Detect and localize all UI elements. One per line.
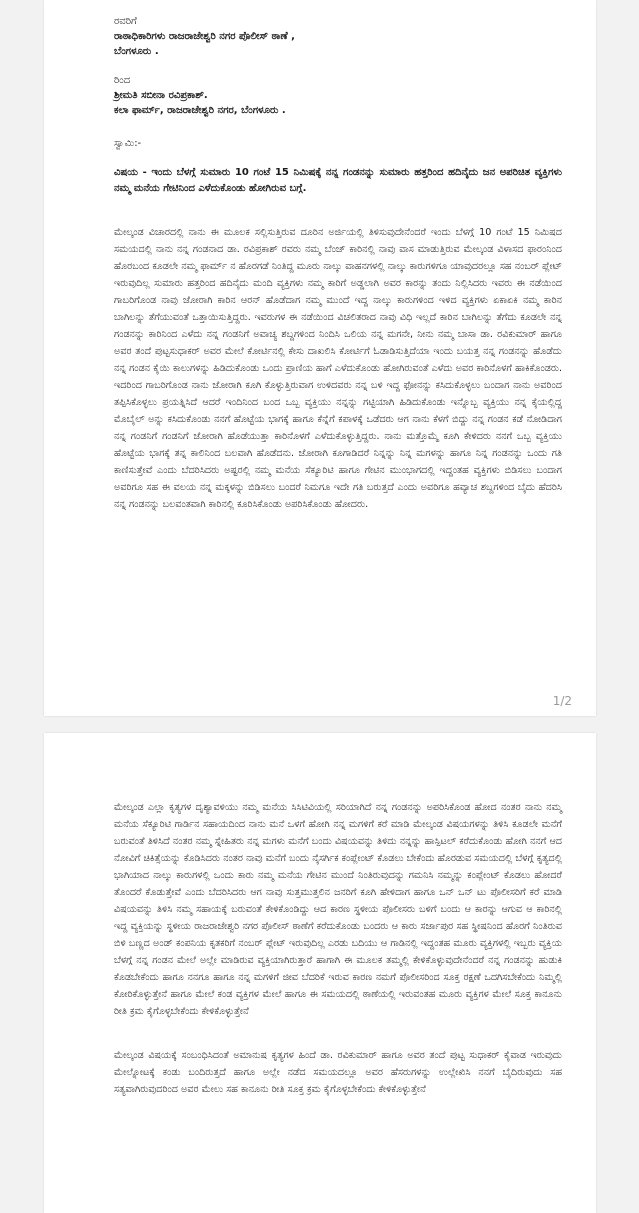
recipient-city: ಬೆಂಗಳೂರು . [114,46,159,57]
letter-subject: ವಿಷಯ - ಇಂದು ಬೆಳಗ್ಗೆ ಸುಮಾರು 10 ಗಂಟೆ 15 ನಿಮಿಷಕ್ಕೆ ನನ್ನ ಗಂಡನನ್ನು ಸುಮಾರು ಹತ್ತರಿಂದ ಹದಿನೈದು ಜನ ಅಪರಿಚಿತ ವ್ಯಕ್ತಿಗಳು ನಮ್ಮ ಮನೆಯ ಗೇಟಿನಿಂದ ಎಳೆದುಕೊಂಡು ಹೋಗಿರುವ ಬಗ್ಗೆ. [114,167,562,194]
sender-address: ಕಲಾ ಫಾರ್ಮ್, ರಾಜರಾಜೇಶ್ವರಿ ನಗರ, ಬೆಂಗಳೂರು . [114,105,286,116]
sender-label: ರಿಂದ [114,75,131,86]
page-number: 1/2 [552,694,572,708]
sender-name: ಶ್ರೀಮತಿ ಸಬೀನಾ ರವಿಪ್ರಕಾಶ್. [114,90,208,101]
salutation: ಸ್ವಾಮಿ:- [114,138,142,149]
recipient-label: ರವರಿಗೆ [114,16,137,27]
document-page-2 [44,733,596,1213]
recipient-name: ರಾಠಾಧಿಕಾರಿಗಳು ರಾಜರಾಜೇಶ್ವರಿ ನಗರ ಪೊಲೀಸ್ ಠಾಣೆ , [114,31,295,42]
letter-body: ಮೇಲ್ಕಂಡ ವಿಚಾರದಲ್ಲಿ ನಾನು ಈ ಮೂಲಕ ಸಲ್ಲಿಸುತ್ತಿರುವ ದೂರಿನ ಅರ್ಜಿಯಲ್ಲಿ ತಿಳಿಸುವುದೇನೆಂದರೆ ಇಂದು ಬೆಳಗ್ಗೆ 10 ಗಂಟೆ 15 ನಿಮಿಷದ ಸಮಯದಲ್ಲಿ ನಾನು ನನ್ನ ಗಂಡನಾದ ಡಾ. ರವಿಪ್ರಕಾಶ್ ರವರು ನಮ್ಮ ಬೆಂಜ್ ಕಾರಿನಲ್ಲಿ ನಾವು ವಾಸ ಮಾಡುತ್ತಿರುವ ಮೇಲ್ಕಂಡ ವಿಳಾಸದ ಫಾರಂನಿಂದ ಹೊರಬಂದ ಕೂಡಲೇ ನಮ್ಮ ಫಾರ್ಮ್ ನ ಹೊರಗಡೆ ನಿಂತಿದ್ದ ಮೂರು ನಾಲ್ಕು ವಾಹನಗಳಲ್ಲಿ ನಾಲ್ಕು ಕಾರುಗಳಿಗೂ ಯಾವುದರಲ್ಲೂ ಸಹ ನಂಬರ್ ಪ್ಲೇಟ್ ಇರುವುದಿಲ್ಲ ಸುಮಾರು ಹತ್ತರಿಂದ ಹದಿನೈದು ಮಂದಿ ವ್ಯಕ್ತಿಗಳು ನಮ್ಮ ಕಾರಿಗೆ ಅಡ್ಡಲಾಗಿ ಅವರ ಕಾರನ್ನು ತಂದು ನಿಲ್ಲಿಸಿದರು ಇವರು ಈ ನಡೆಯಿಂದ ಗಾಬರಿಗೊಂಡ ನಾವು ಜೋರಾಗಿ ಕಾರಿನ ಆರನ್ ಹೊಡೆದಾಗ ನಮ್ಮ ಮುಂದೆ ಇದ್ದ ನಾಲ್ಕು ಕಾರುಗಳಿಂದ ಇಳಿದ ವ್ಯಕ್ತಿಗಳು ಏಕಾಏಕಿ ನಮ್ಮ ಕಾರಿನ ಬಾಗಿಲನ್ನು ತೆಗೆಯುವಂತೆ ಒತ್ತಾಯಿಸುತ್ತಿದ್ದರು. ಇವರುಗಳ ಈ ನಡೆಯಿಂದ ವಿಚಲಿತರಾದ ನಾವು ವಿಧಿ ಇಲ್ಲದೆ ಕಾರಿನ ಬಾಗಿಲನ್ನು ತೆಗೆದು ಕೂಡಲೇ ನನ್ನ ಗಂಡನನ್ನು ಕಾರಿನಿಂದ ಎಳೆದು ನನ್ನ ಗಂಡನಿಗೆ ಅವಾಚ್ಯ ಶಬ್ದಗಳಿಂದ ನಿಂದಿಸಿ ಒಲಿಯ ನನ್ನ ಮಗನೇ, ನೀನು ನಮ್ಮ ಬಾಸಾ ಡಾ. ರವಿಕುಮಾರ್ ಹಾಗೂ ಅವರ ತಂದೆ ಪುಟ್ಟಸುಧಾಕರ್ ಅವರ ಮೇಲೆ ಕೋರ್ಟಿನಲ್ಲಿ ಕೇಸು ದಾಖಲಿಸಿ ಕೋರ್ಟಿಗೆ ಓಡಾಡಿಸುತ್ತಿದೆಯಾ ಇಂದು ಬಯತ್ತ ನನ್ನ ಗಂಡನನ್ನು ಹೊಡೆದು ನನ್ನ ಗಂಡನ ಕೈಯಿ ಕಾಲುಗಳನ್ನು ಹಿಡಿದುಕೊಂಡು ಒಂದು ಪ್ರಾಣಿಯ ಹಾಗೆ ಎಳೆದುಕೊಂಡು ಹೋಗಿರುವಂತೆ ಎಳೆದು ಅವರ ಕಾರಿನೊಳಗೆ ಹಾಕಿಕೊಂಡರು. ಇದರಿಂದ ಗಾಬರಿಗೊಂಡ ನಾನು ಜೋರಾಗಿ ಕೂಗಿ ಕೊಳ್ಳುತ್ತಿರುವಾಗ ಉಳಿದವರು ನನ್ನ ಬಳಿ ಇದ್ದ ಫೋನನ್ನು ಕಸಿದುಕೊಳ್ಳಲು ಬಂದಾಗ ನಾನು ಅವರಿಂದ ತಪ್ಪಿಸಿಕೊಳ್ಳಲು ಪ್ರಯತ್ನಿಸಿದೆ ಆದರೆ ಇಂದಿನಿಂದ ಬಂದ ಒಬ್ಬ ವ್ಯಕ್ತಿಯು ನನ್ನನ್ನು ಗಟ್ಟಿಯಾಗಿ ಹಿಡಿದುಕೊಂಡು ಇನ್ನೊಬ್ಬ ವ್ಯಕ್ತಿಯು ನನ್ನ ಕೈಯಲ್ಲಿದ್ದ ಮೊಬೈಲ್ ಅನ್ನು ಕಸಿದುಕೊಂಡು ನನಗೆ ಹೊಟ್ಟೆಯ ಭಾಗಕ್ಕೆ ಹಾಗೂ ಕೆನ್ನೆಗೆ ಕಪಾಳಕ್ಕೆ ಒಡೆದರು ಆಗ ನಾನು ಕೆಳಗೆ ಬಿದ್ದು ನನ್ನ ಗಂಡನ ಕಡೆ ನೋಡಿದಾಗ ನನ್ನ ಗಂಡನಿಗೆ ಗಂಡನಿಗೆ ಜೋರಾಗಿ ಹೊಡೆಯುತ್ತಾ ಕಾರಿನೊಳಗೆ ಎಳೆದುಕೊಳ್ಳುತ್ತಿದ್ದರು. ನಾನು ಮತ್ತೊಮ್ಮೆ ಕೂಗಿ ಕೇಳಿದರು ನನಗೆ ಒಬ್ಬ ವ್ಯಕ್ತಿಯು ಹೊಟ್ಟೆಯ ಭಾಗಕ್ಕೆ ತನ್ನ ಕಾಲಿನಿಂದ ಬಲವಾಗಿ ಹೊಡೆದನು. ಜೋರಾಗಿ ಕೂಗಾಡಿದರೆ ನಿನ್ನನ್ನು ನಿನ್ನ ಮಗಳನ್ನು ಹಾಗೂ ನಿನ್ನ ಗಂಡನನ್ನು ಒಂದು ಗತಿ ಕಾಣಿಸುತ್ತೇವೆ ಎಂದು ಬೆದರಿಸಿದರು ಅಷ್ಟರಲ್ಲಿ ನಮ್ಮ ಮನೆಯ ಸೆಕ್ಯೂರಿಟಿ ಹಾಗೂ ಗೇಟಿನ ಮುಂಭಾಗದಲ್ಲಿ ಇದ್ದಂತಹ ವ್ಯಕ್ತಿಗಳು ಬಿಡಿಸಲು ಬಂದಾಗ ಅವರಿಗೂ ಸಹ ಈ ವಲಯ ನನ್ನ ಮಕ್ಕಳನ್ನು ಬಿಡಿಸಲು ಬಂದರೆ ನಿಮಗೂ ಇದೇ ಗತಿ ಬರುತ್ತದೆ ಎಂದು ಅವರಿಗೂ ಹವ್ಯಾಚ ಶಬ್ದಗಳಿಂದ ಬೈದು ಹೆದರಿಸಿ ನನ್ನ ಗಂಡನನ್ನು ಬಲವಂತವಾಗಿ ಕಾರಿನಲ್ಲಿ ಕೂರಿಸಿಕೊಂಡು ಅಪರಿಸಿಕೊಂಡು ಹೋದರು. [114,227,562,510]
document-page-1 [44,0,596,716]
letter-body-continued: ಮೇಲ್ಕಂಡ ಎಲ್ಲಾ ಕೃತ್ಯಗಳ ದೃಶ್ಯಾವಳಿಯು ನಮ್ಮ ಮನೆಯ ಸಿಸಿಟಿವಿಯಲ್ಲಿ ಸರಿಯಾಗಿದೆ ನನ್ನ ಗಂಡನನ್ನು ಅಪರಿಸಿಕೊಂಡ ಹೋದ ನಂತರ ನಾನು ನಮ್ಮ ಮನೆಯ ಸೆಕ್ಯೂರಿಟಿ ಗಾರ್ಡಿನ ಸಹಾಯದಿಂದ ನಾನು ಮನೆ ಒಳಗೆ ಹೋಗಿ ನನ್ನ ಮಗಳಿಗೆ ಕರೆ ಮಾಡಿ ಮೇಲ್ಕಂಡ ವಿಷಯಗಳನ್ನು ತಿಳಿಸಿ ಕೂಡಲೇ ಮನೆಗೆ ಬರುವಂತೆ ತಿಳಿಸಿದೆ ನಂತರ ನಮ್ಮ ಸ್ನೇಹಿತರು ನನ್ನ ಮಗಳು ಮನೆಗೆ ಬಂದು ವಿಷಯವನ್ನು ತಿಳಿದು ನನ್ನನ್ನು ಹಾಸ್ಪಿಟಲ್ ಕರೆದುಕೊಂಡು ಹೋಗಿ ನನಗೆ ಆದ ನೋವಿಗೆ ಚಿಕಿತ್ಸೆಯನ್ನು ಕೊಡಿಸಿದರು ನಂತರ ನಾವು ಮನೆಗೆ ಬಂದು ನೈಸರ್ಗಿಕ ಕಂಪ್ಲೇಂಟ್ ಕೊಡಲು ಬೇಕೆಂದು ಹೊರಡುವ ಸಮಯದಲ್ಲಿ ಬೆಳಗ್ಗೆ ಕೃತ್ಯದಲ್ಲಿ ಭಾಗಿಯಾದ ನಾಲ್ಕು ಕಾರುಗಳಲ್ಲಿ ಒಂದು ಕಾರು ನಮ್ಮ ಮನೆಯ ಗೇಟಿನ ಮುಂದೆ ನಿಂತಿರುವುದನ್ನು ಗಮನಿಸಿ ನಮ್ಮನ್ನು ಕಂಪ್ಲೇಂಟ್ ಕೊಡಲು ಹೋದರೆ ತೊಂದರೆ ಕೊಡುತ್ತೇವೆ ಎಂದು ಬೆದರಿಸಿದರು ಆಗ ನಾವು ಸುತ್ತಮುತ್ತಲಿನ ಜನರಿಗೆ ಕೂಗಿ ಹೇಳಿದಾಗ ಹಾಗೂ ಒನ್ ಒನ್ ಟು ಪೊಲೀಸರಿಗೆ ಕರೆ ಮಾಡಿ ವಿಷಯವನ್ನು ತಿಳಿಸಿ ನಮ್ಮ ಸಹಾಯಕ್ಕೆ ಬರುವಂತೆ ಕೇಳಿಕೊಂಡಿದ್ದು ಆದ ಕಾರಣ ಸ್ಥಳೀಯ ಪೊಲೀಸರು ಬಳಿಗೆ ಬಂದು ಆ ಕಾರನ್ನು ಆಗುವ ಆ ಕಾರಿನಲ್ಲಿ ಇದ್ದ ವ್ಯಕ್ತಿಯನ್ನು ಸ್ಥಳೀಯ ರಾಜರಾಜೇಶ್ವರಿ ನಗರ ಪೊಲೀಸ್ ಠಾಣೆಗೆ ಕರೆದುಕೊಂಡು ಬಂದರು ಆ ಕಾರು ಸರ್ಜಾಪುರ ಸಹ ಸ್ಥೀಷನಿಂದ ಹೊರಗೆ ನಿಂತಿರುವ ಬಿಳಿ ಬಣ್ಣದ ಅಂಡ್ ಕಂಪನಿಯ ಕೃತಕರಿಗೆ ನಂಬರ್ ಪ್ಲೇಟ್ ಇರುವುದಿಲ್ಲ ಎರಡು ಬದಿಯು ಆ ಗಾಡಿನಲ್ಲಿ ಇದ್ದಂತಹ ಮೂರು ವ್ಯಕ್ತಿಗಳಲ್ಲಿ ಇಬ್ಬರು ವ್ಯಕ್ತಿಯ ಬೆಳಗ್ಗೆ ನನ್ನ ಗಂಡನ ಮೇಲೆ ಅಲ್ಲೇ ಮಾಡಿರುವ ವ್ಯಕ್ತಿಯಾಗಿರುತ್ತಾರೆ ಹಾಗಾಗಿ ಈ ಮೂಲಕ ತಮ್ಮಲ್ಲಿ ಕೇಳಿಕೊಳ್ಳುವುದೇನೆಂದರೆ ನನ್ನ ಗಂಡನನ್ನು ಹುಡುಕಿ ಕೊಡಬೇಕೆಂದು ಹಾಗೂ ನನಗೂ ಹಾಗೂ ನನ್ನ ಮಗಳಿಗೆ ಜೀವ ಬೆದರಿಕೆ ಇರುವ ಕಾರಣ ನಮಗೆ ಪೊಲೀಸರಿಂದ ಸೂಕ್ತ ರಕ್ಷಣೆ ಒದಗಿಸಬೇಕೆಂದು ನಿಮ್ಮಲ್ಲಿ ಕೋರಿಕೊಳ್ಳುತ್ತೇನೆ ಹಾಗೂ ಮೇಲೆ ಕಂಡ ವ್ಯಕ್ತಿಗಳ ಮೇಲೆ ಹಾಗೂ ಈ ಸಮಯದಲ್ಲಿ ಠಾಣೆಯಲ್ಲಿ ಇರುವಂತಹ ಮೂರು ವ್ಯಕ್ತಿಗಳ ಮೇಲೆ ಸೂಕ್ತ ಕಾನೂನು ರೀತಿ ಕ್ರಮ ಕೈಗೊಳ್ಳಬೇಕೆಂದು ಕೇಳಿಕೊಳ್ಳುತ್ತೇನೆ [114,802,562,1017]
letter-closing-paragraph: ಮೇಲ್ಕಂಡ ವಿಷಯಕ್ಕೆ ಸಂಬಂಧಿಸಿದಂತೆ ಅಮಾನುಷ ಕೃತ್ಯಗಳ ಹಿಂದೆ ಡಾ. ರವಿಕುಮಾರ್ ಹಾಗೂ ಅವರ ತಂದೆ ಪುಟ್ಟ ಸುಧಾಕರ್ ಕೈವಾಡ ಇರುವುದು ಮೇಲ್ನೋಟಕ್ಕೆ ಕಂಡು ಬಂದಿರುತ್ತದೆ ಹಾಗೂ ಅಲ್ಲೇ ನಡೆದ ಸಮಯದಲ್ಲೂ ಅವರ ಹೆಸರುಗಳನ್ನು ಉಲ್ಲೇಖಿಸಿ ನನಗೆ ಬೈದಿರುವುದು ಸಹ ಸತ್ಯವಾಗಿರುವುದರಿಂದ ಅವರ ಮೇಲು ಸಹ ಕಾನೂನು ರೀತಿ ಸೂಕ್ತ ಕ್ರಮ ಕೈಗೊಳ್ಳಬೇಕೆಂದು ಕೇಳಿಕೊಳ್ಳುತ್ತೇನೆ [114,1050,562,1095]
